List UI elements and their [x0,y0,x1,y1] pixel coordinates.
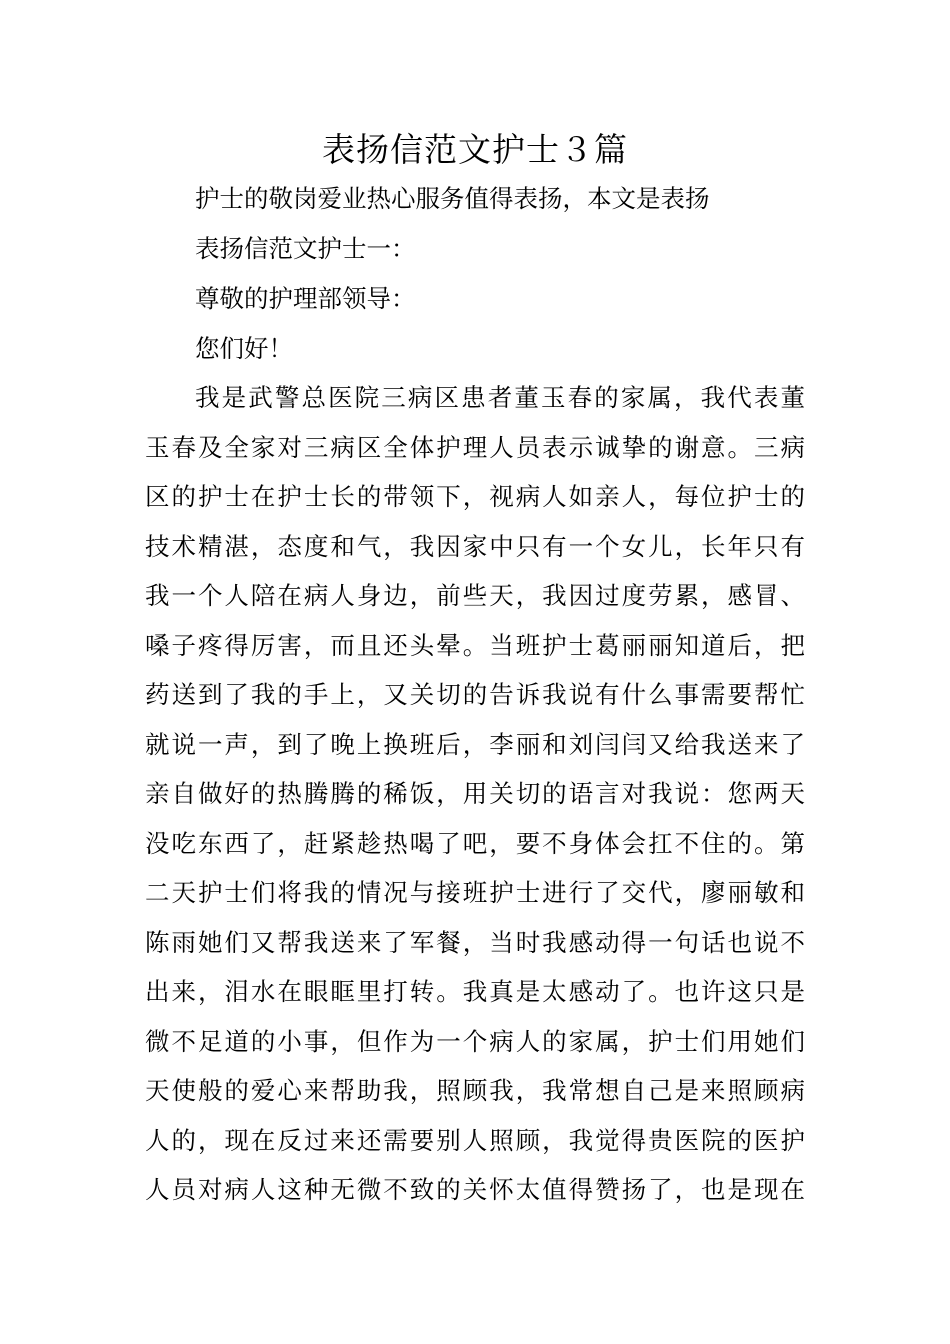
body-line: 天使般的爱心来帮助我，照顾我，我常想自己是来照顾病 [145,1076,805,1105]
body-line: 人的，现在反过来还需要别人照顾，我觉得贵医院的医护 [145,1126,805,1155]
body-line: 人员对病人这种无微不致的关怀太值得赞扬了，也是现在 [145,1175,805,1204]
body-line: 我一个人陪在病人身边，前些天，我因过度劳累，感冒、 [145,581,805,610]
greeting: 您们好！ [195,334,293,363]
body-line: 区的护士在护士长的带领下，视病人如亲人，每位护士的 [145,482,805,511]
body-line: 药送到了我的手上，又关切的告诉我说有什么事需要帮忙 [145,680,805,709]
section-heading: 表扬信范文护士一： [195,234,416,263]
body-line: 出来，泪水在眼眶里打转。我真是太感动了。也许这只是 [145,977,805,1006]
body-line: 微不足道的小事，但作为一个病人的家属，护士们用她们 [145,1027,805,1056]
body-line: 二天护士们将我的情况与接班护士进行了交代，廖丽敏和 [145,878,805,907]
body-line: 嗓子疼得厉害，而且还头晕。当班护士葛丽丽知道后，把 [145,631,805,660]
body-line: 亲自做好的热腾腾的稀饭，用关切的语言对我说：您两天 [145,779,805,808]
intro-line: 护士的敬岗爱业热心服务值得表扬，本文是表扬 [195,184,710,213]
body-line: 我是武警总医院三病区患者董玉春的家属，我代表董 [195,383,805,412]
document-title: 表扬信范文护士３篇 [322,130,628,169]
salutation: 尊敬的护理部领导： [195,284,416,313]
body-line: 没吃东西了，赶紧趁热喝了吧，要不身体会扛不住的。第 [145,829,805,858]
body-line: 技术精湛，态度和气，我因家中只有一个女儿，长年只有 [145,532,805,561]
body-line: 陈雨她们又帮我送来了军餐，当时我感动得一句话也说不 [145,928,805,957]
body-line: 玉春及全家对三病区全体护理人员表示诚挚的谢意。三病 [145,433,805,462]
body-line: 就说一声，到了晚上换班后，李丽和刘闫闫又给我送来了 [145,730,805,759]
